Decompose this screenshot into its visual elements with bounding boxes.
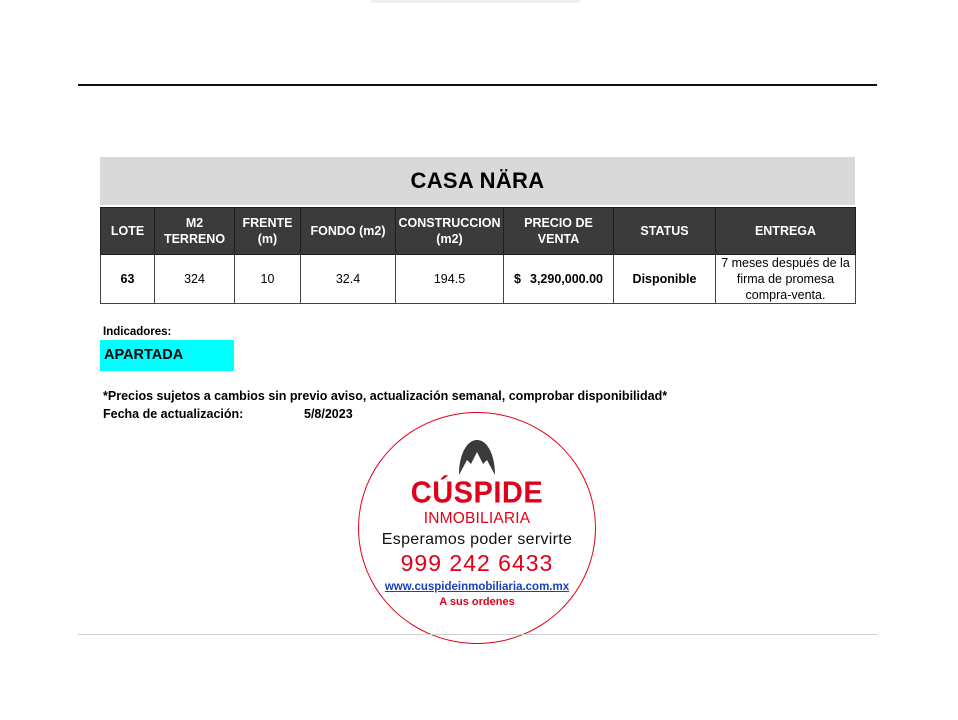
cell-frente: 10 [235,255,301,304]
header-entrega: ENTREGA [716,208,856,255]
update-date-value: 5/8/2023 [304,407,353,421]
bottom-divider [78,634,877,635]
update-date-label: Fecha de actualización: [103,407,244,421]
mountain-icon [457,438,497,476]
agency-seal [358,412,596,644]
cell-construccion: 194.5 [396,255,504,304]
agency-brand: CÚSPIDE [410,476,544,510]
cell-m2-terreno: 324 [155,255,235,304]
header-precio: PRECIO DE VENTA [504,208,614,255]
price-amount: 3,290,000.00 [530,272,603,286]
header-lote: LOTE [101,208,155,255]
top-faint-bar [370,0,580,3]
agency-closing: A sus ordenes [439,596,515,608]
agency-subtitle: INMOBILIARIA [423,510,531,527]
agency-phone: 999 242 6433 [400,550,554,576]
indicators-label: Indicadores: [103,326,172,338]
listing-title: CASA NÄRA [100,157,855,205]
status-indicator-chip: APARTADA [100,340,234,371]
header-frente: FRENTE (m) [235,208,301,255]
header-m2-terreno: M2 TERRENO [155,208,235,255]
price-currency: $ [514,272,521,286]
top-divider [78,84,877,86]
cell-lote: 63 [101,255,155,304]
price-disclaimer: *Precios sujetos a cambios sin previo aviso, actualización semanal, comprobar disponibilidad* [103,389,668,403]
table-row [101,255,856,304]
listing-table [100,207,856,304]
header-construccion: CONSTRUCCION (m2) [396,208,504,255]
cell-fondo: 32.4 [301,255,396,304]
cell-status: Disponible [614,255,716,304]
header-fondo: FONDO (m2) [301,208,396,255]
cell-precio [504,255,614,304]
table-header-row [101,208,856,255]
agency-slogan: Esperamos poder servirte [381,531,573,548]
cell-entrega: 7 meses después de la firma de promesa compra-venta. [716,255,856,304]
header-status: STATUS [614,208,716,255]
agency-website-link[interactable]: www.cuspideinmobiliaria.com.mx [384,581,570,593]
